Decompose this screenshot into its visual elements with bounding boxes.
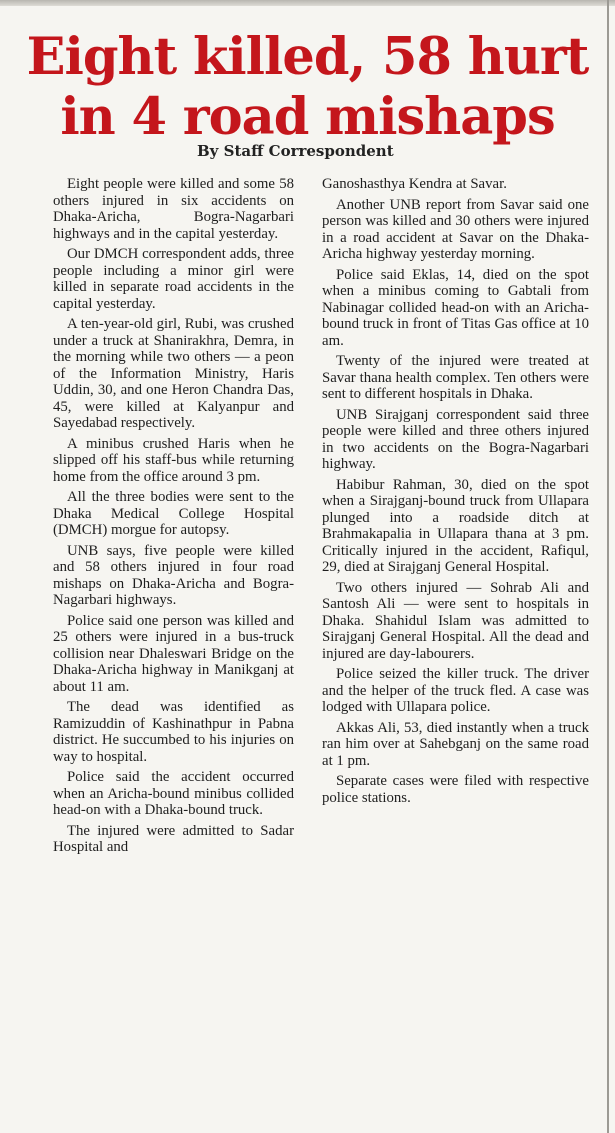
paragraph: Separate cases were filed with respective police stations. xyxy=(322,773,589,806)
paragraph: UNB says, five people were killed and 58 others injured in four road mishaps on Dhaka-Aricha and Bogra-Nagarbari highways. xyxy=(53,542,294,608)
paragraph: Police said the accident occurred when an Aricha-bound minibus collided head-on with a Dhaka-bound truck. xyxy=(53,769,294,818)
paragraph: The injured were admitted to Sadar Hospital and xyxy=(53,822,294,855)
headline-line-2: in 4 road mishaps xyxy=(60,87,555,147)
paragraph: Habibur Rahman, 30, died on the spot when a Sirajganj-bound truck from Ullapara plunged into a roadside ditch at Brahmakapalia in Ullapara thana at 3 pm. Critically injured in the accident, Rafiqul, 29, died at Sirajganj General Hospital. xyxy=(322,476,589,575)
top-border xyxy=(0,0,615,6)
paragraph: Ganoshasthya Kendra at Savar. xyxy=(322,176,507,192)
byline: By Staff Correspondent xyxy=(197,142,394,160)
paragraph: Police seized the killer truck. The driver and the helper of the truck fled. A case was lodged with Ullapara police. xyxy=(322,666,589,715)
paragraph: Police said Eklas, 14, died on the spot when a minibus coming to Gabtali from Nabinagar collided head-on with an Aricha-bound truck in front of Titas Gas office at 10 am. xyxy=(322,266,589,349)
paragraph: Our DMCH correspondent adds, three people including a minor girl were killed in separate road accidents in the capital yesterday. xyxy=(53,246,294,312)
right-column xyxy=(322,176,589,810)
paragraph: A minibus crushed Haris when he slipped off his staff-bus while returning home from the office around 3 pm. xyxy=(53,435,294,485)
left-column xyxy=(53,176,294,860)
paragraph: Akkas Ali, 53, died instantly when a truck ran him over at Sahebganj on the same road at 1 pm. xyxy=(322,719,589,769)
paragraph: A ten-year-old girl, Rubi, was crushed under a truck at Shanirakhra, Demra, in the morning while two others — a peon of the Information Ministry, Haris Uddin, 30, and one Heron Chandra Das, 45, were killed at Kalyanpur and Sayedabad respectively. xyxy=(53,316,294,431)
page-edge-rule xyxy=(607,0,609,1133)
paragraph: Two others injured — Sohrab Ali and Santosh Ali — were sent to hospitals in Dhaka. Shahidul Islam was admitted to Sirajganj General Hospital. All the dead and injured are day-labourers. xyxy=(322,579,589,662)
paragraph: Another UNB report from Savar said one person was killed and 30 others were injured in a road accident at Savar on the Dhaka-Aricha highway yesterday morning. xyxy=(322,196,589,262)
paragraph: Eight people were killed and some 58 others injured in six accidents on Dhaka-Aricha, Bogra-Nagarbari highways and in the capital yesterday. xyxy=(53,176,294,242)
paragraph: All the three bodies were sent to the Dhaka Medical College Hospital (DMCH) morgue for autopsy. xyxy=(53,489,294,538)
paragraph: UNB Sirajganj correspondent said three people were killed and three others injured in two accidents on the Bogra-Nagarbari highway. xyxy=(322,406,589,472)
paragraph: Twenty of the injured were treated at Savar thana health complex. Ten others were sent to different hospitals in Dhaka. xyxy=(322,353,589,402)
paragraph: Police said one person was killed and 25 others were injured in a bus-truck collision near Dhaleswari Bridge on the Dhaka-Aricha highway in Manikganj at about 11 am. xyxy=(53,612,294,695)
headline-line-1: Eight killed, 58 hurt xyxy=(26,27,589,87)
paragraph: The dead was identified as Ramizuddin of Kashinathpur in Pabna district. He succumbed to his injuries on way to hospital. xyxy=(53,699,294,765)
